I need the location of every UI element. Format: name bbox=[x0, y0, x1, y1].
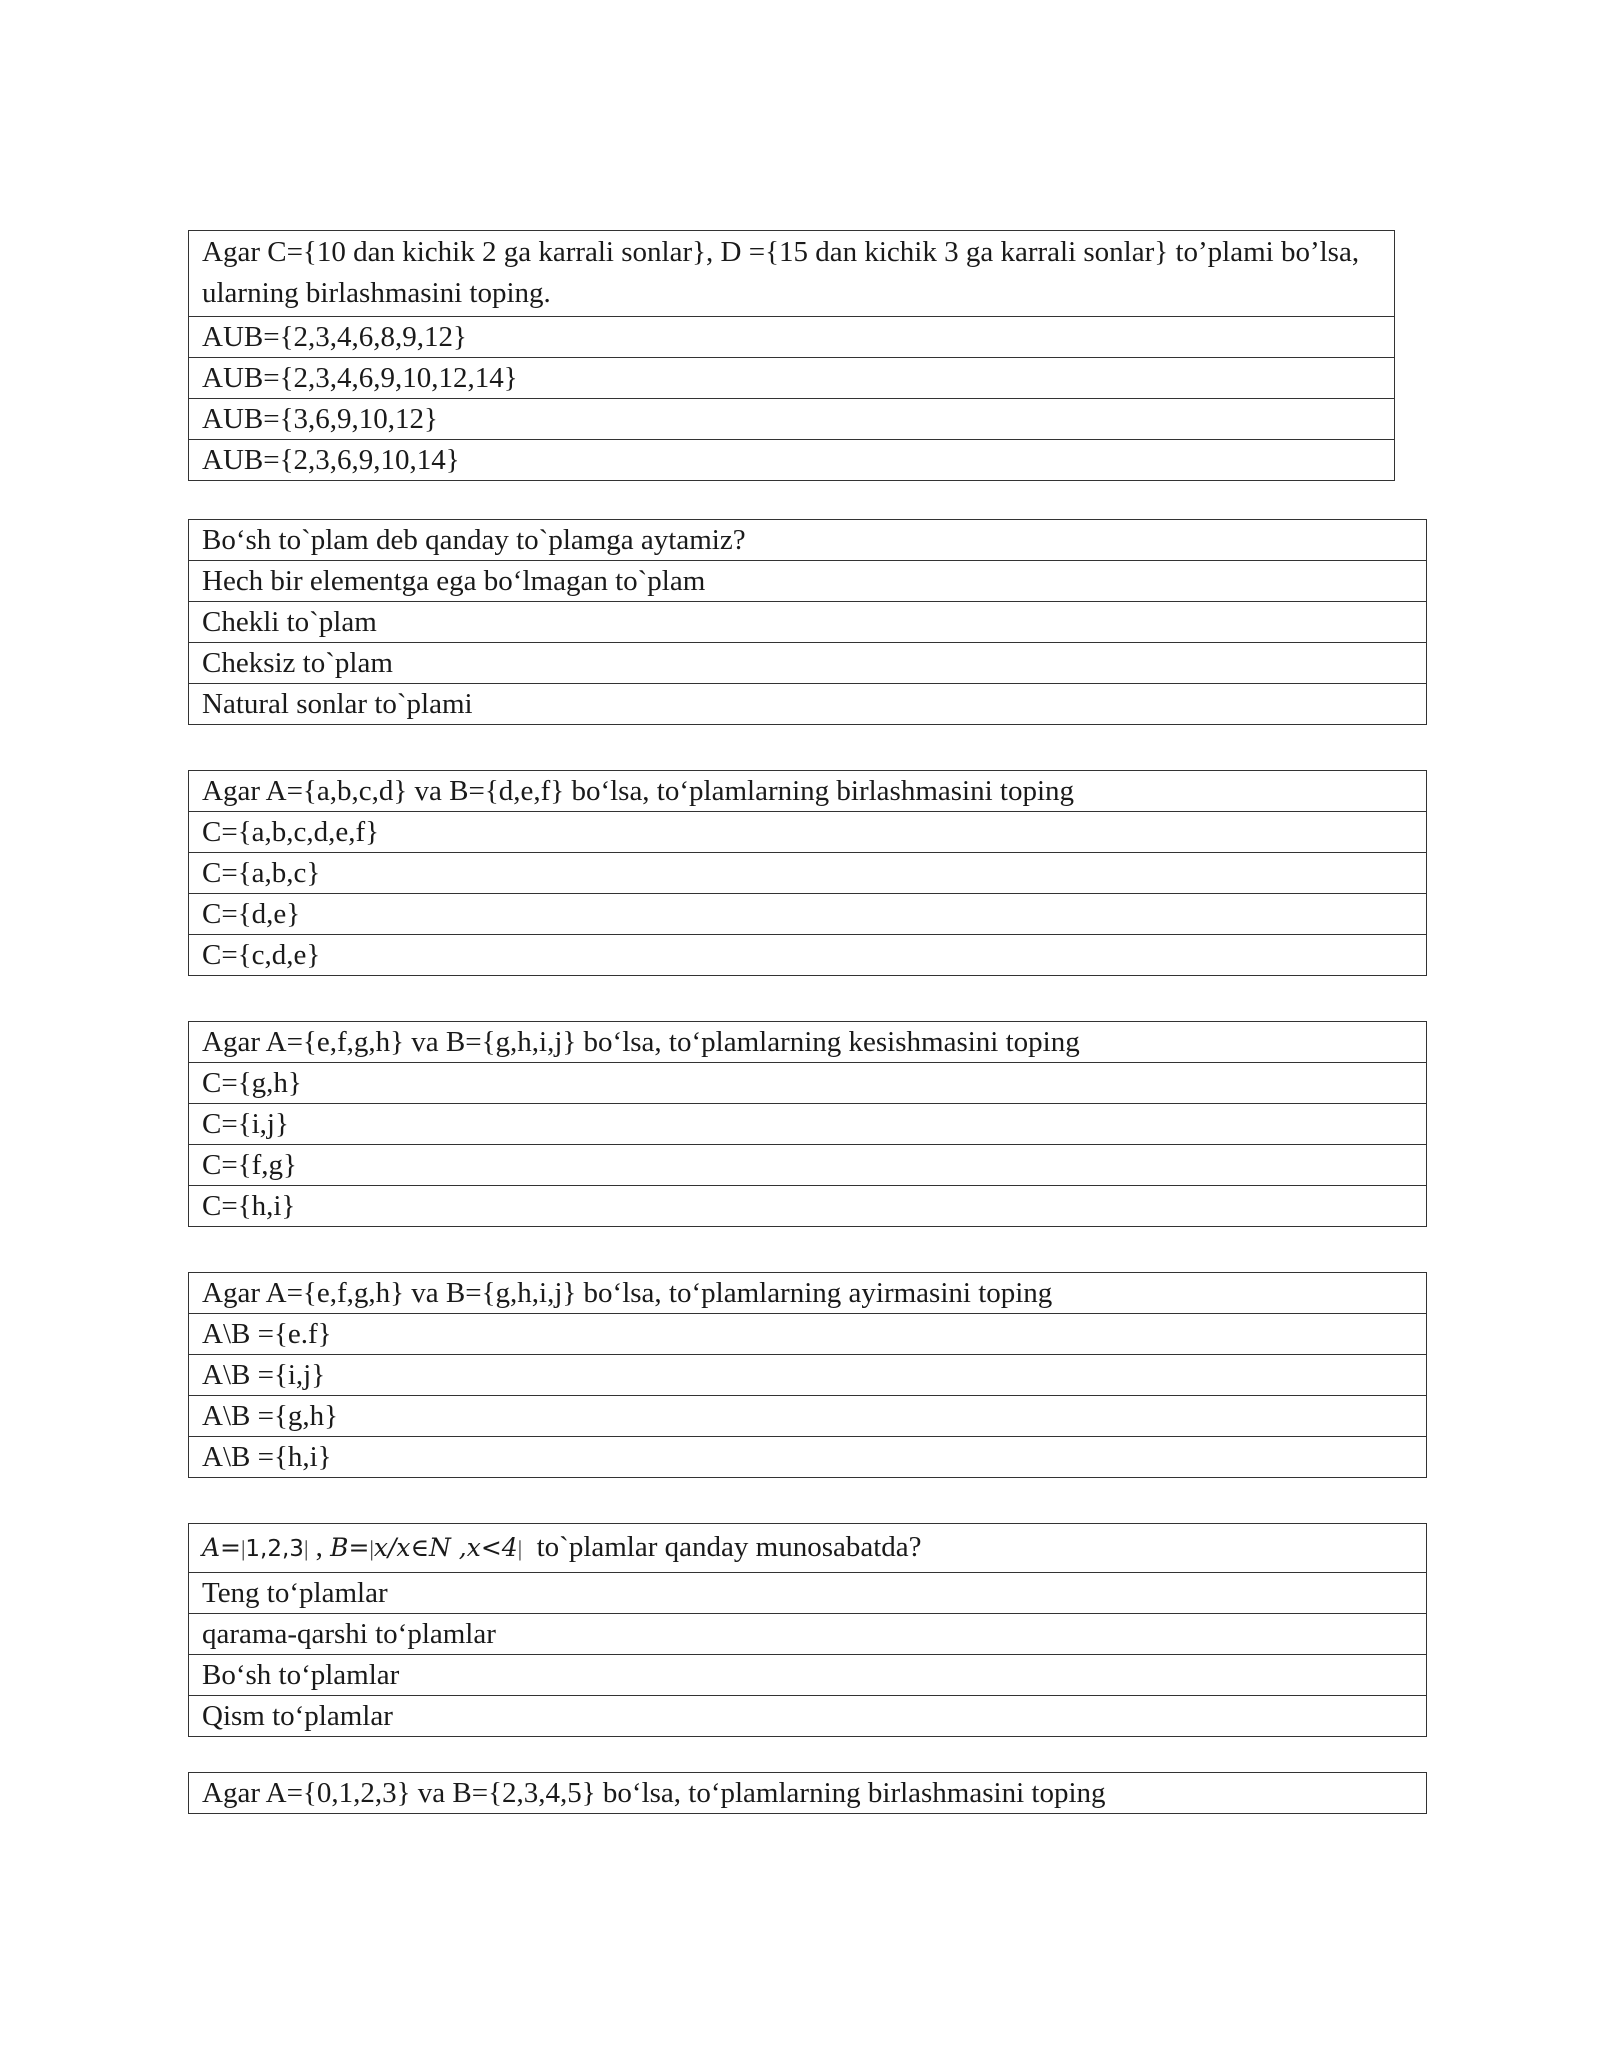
question-table-3 bbox=[188, 770, 1427, 976]
answer-option: C={i,j} bbox=[189, 1104, 1427, 1145]
brace-close: | bbox=[517, 1536, 523, 1561]
answer-option: Hech bir elementga ega bo‘lmagan to`plam bbox=[189, 561, 1427, 602]
answer-option: Qism to‘plamlar bbox=[189, 1696, 1427, 1737]
answer-option: Natural sonlar to`plami bbox=[189, 684, 1427, 725]
question-table-6 bbox=[188, 1523, 1427, 1737]
math-comma: , bbox=[315, 1531, 323, 1563]
math-set-a-label: A= bbox=[202, 1533, 242, 1562]
answer-option: C={c,d,e} bbox=[189, 935, 1427, 976]
question-suffix: to`plamlar qanday munosabatda? bbox=[536, 1531, 922, 1563]
answer-option: A\B ={i,j} bbox=[189, 1355, 1427, 1396]
answer-option: A\B ={h,i} bbox=[189, 1437, 1427, 1478]
answer-option: C={h,i} bbox=[189, 1186, 1427, 1227]
answer-option: Bo‘sh to‘plamlar bbox=[189, 1655, 1427, 1696]
brace-open: | bbox=[369, 1536, 374, 1561]
question-table-1 bbox=[188, 230, 1395, 481]
answer-option: C={a,b,c} bbox=[189, 853, 1427, 894]
answer-option: AUB={3,6,9,10,12} bbox=[189, 399, 1395, 440]
brace-open: | bbox=[241, 1536, 246, 1561]
question-table-2 bbox=[188, 519, 1427, 725]
answer-option: A\B ={e.f} bbox=[189, 1314, 1427, 1355]
math-set-a: 1,2,3 bbox=[245, 1536, 304, 1562]
answer-option: C={f,g} bbox=[189, 1145, 1427, 1186]
question-text bbox=[189, 1524, 1427, 1573]
question-text: Agar A={e,f,g,h} va B={g,h,i,j} bo‘lsa, to‘plamlarning ayirmasini toping bbox=[189, 1273, 1427, 1314]
question-text: Bo‘sh to`plam deb qanday to`plamga aytamiz? bbox=[189, 520, 1427, 561]
answer-option: Chekli to`plam bbox=[189, 602, 1427, 643]
answer-option: AUB={2,3,6,9,10,14} bbox=[189, 440, 1395, 481]
math-set-b: x/x∈N ,x<4 bbox=[373, 1533, 518, 1562]
question-table-7 bbox=[188, 1772, 1427, 1814]
answer-option: AUB={2,3,4,6,9,10,12,14} bbox=[189, 358, 1395, 399]
math-set-b-label: B= bbox=[330, 1533, 370, 1562]
question-table-4 bbox=[188, 1021, 1427, 1227]
question-text: Agar C={10 dan kichik 2 ga karrali sonlar}, D ={15 dan kichik 3 ga karrali sonlar} to’plami bo’lsa, ularning birlashmasini toping. bbox=[189, 231, 1395, 317]
question-table-5 bbox=[188, 1272, 1427, 1478]
answer-option: Cheksiz to`plam bbox=[189, 643, 1427, 684]
question-text: Agar A={e,f,g,h} va B={g,h,i,j} bo‘lsa, to‘plamlarning kesishmasini toping bbox=[189, 1022, 1427, 1063]
answer-option: qarama-qarshi to‘plamlar bbox=[189, 1614, 1427, 1655]
brace-close: | bbox=[303, 1536, 309, 1561]
answer-option: A\B ={g,h} bbox=[189, 1396, 1427, 1437]
question-text: Agar A={0,1,2,3} va B={2,3,4,5} bo‘lsa, to‘plamlarning birlashmasini toping bbox=[189, 1773, 1427, 1814]
answer-option: C={a,b,c,d,e,f} bbox=[189, 812, 1427, 853]
answer-option: C={g,h} bbox=[189, 1063, 1427, 1104]
answer-option: AUB={2,3,4,6,8,9,12} bbox=[189, 317, 1395, 358]
question-text: Agar A={a,b,c,d} va B={d,e,f} bo‘lsa, to‘plamlarning birlashmasini toping bbox=[189, 771, 1427, 812]
answer-option: C={d,e} bbox=[189, 894, 1427, 935]
answer-option: Teng to‘plamlar bbox=[189, 1573, 1427, 1614]
